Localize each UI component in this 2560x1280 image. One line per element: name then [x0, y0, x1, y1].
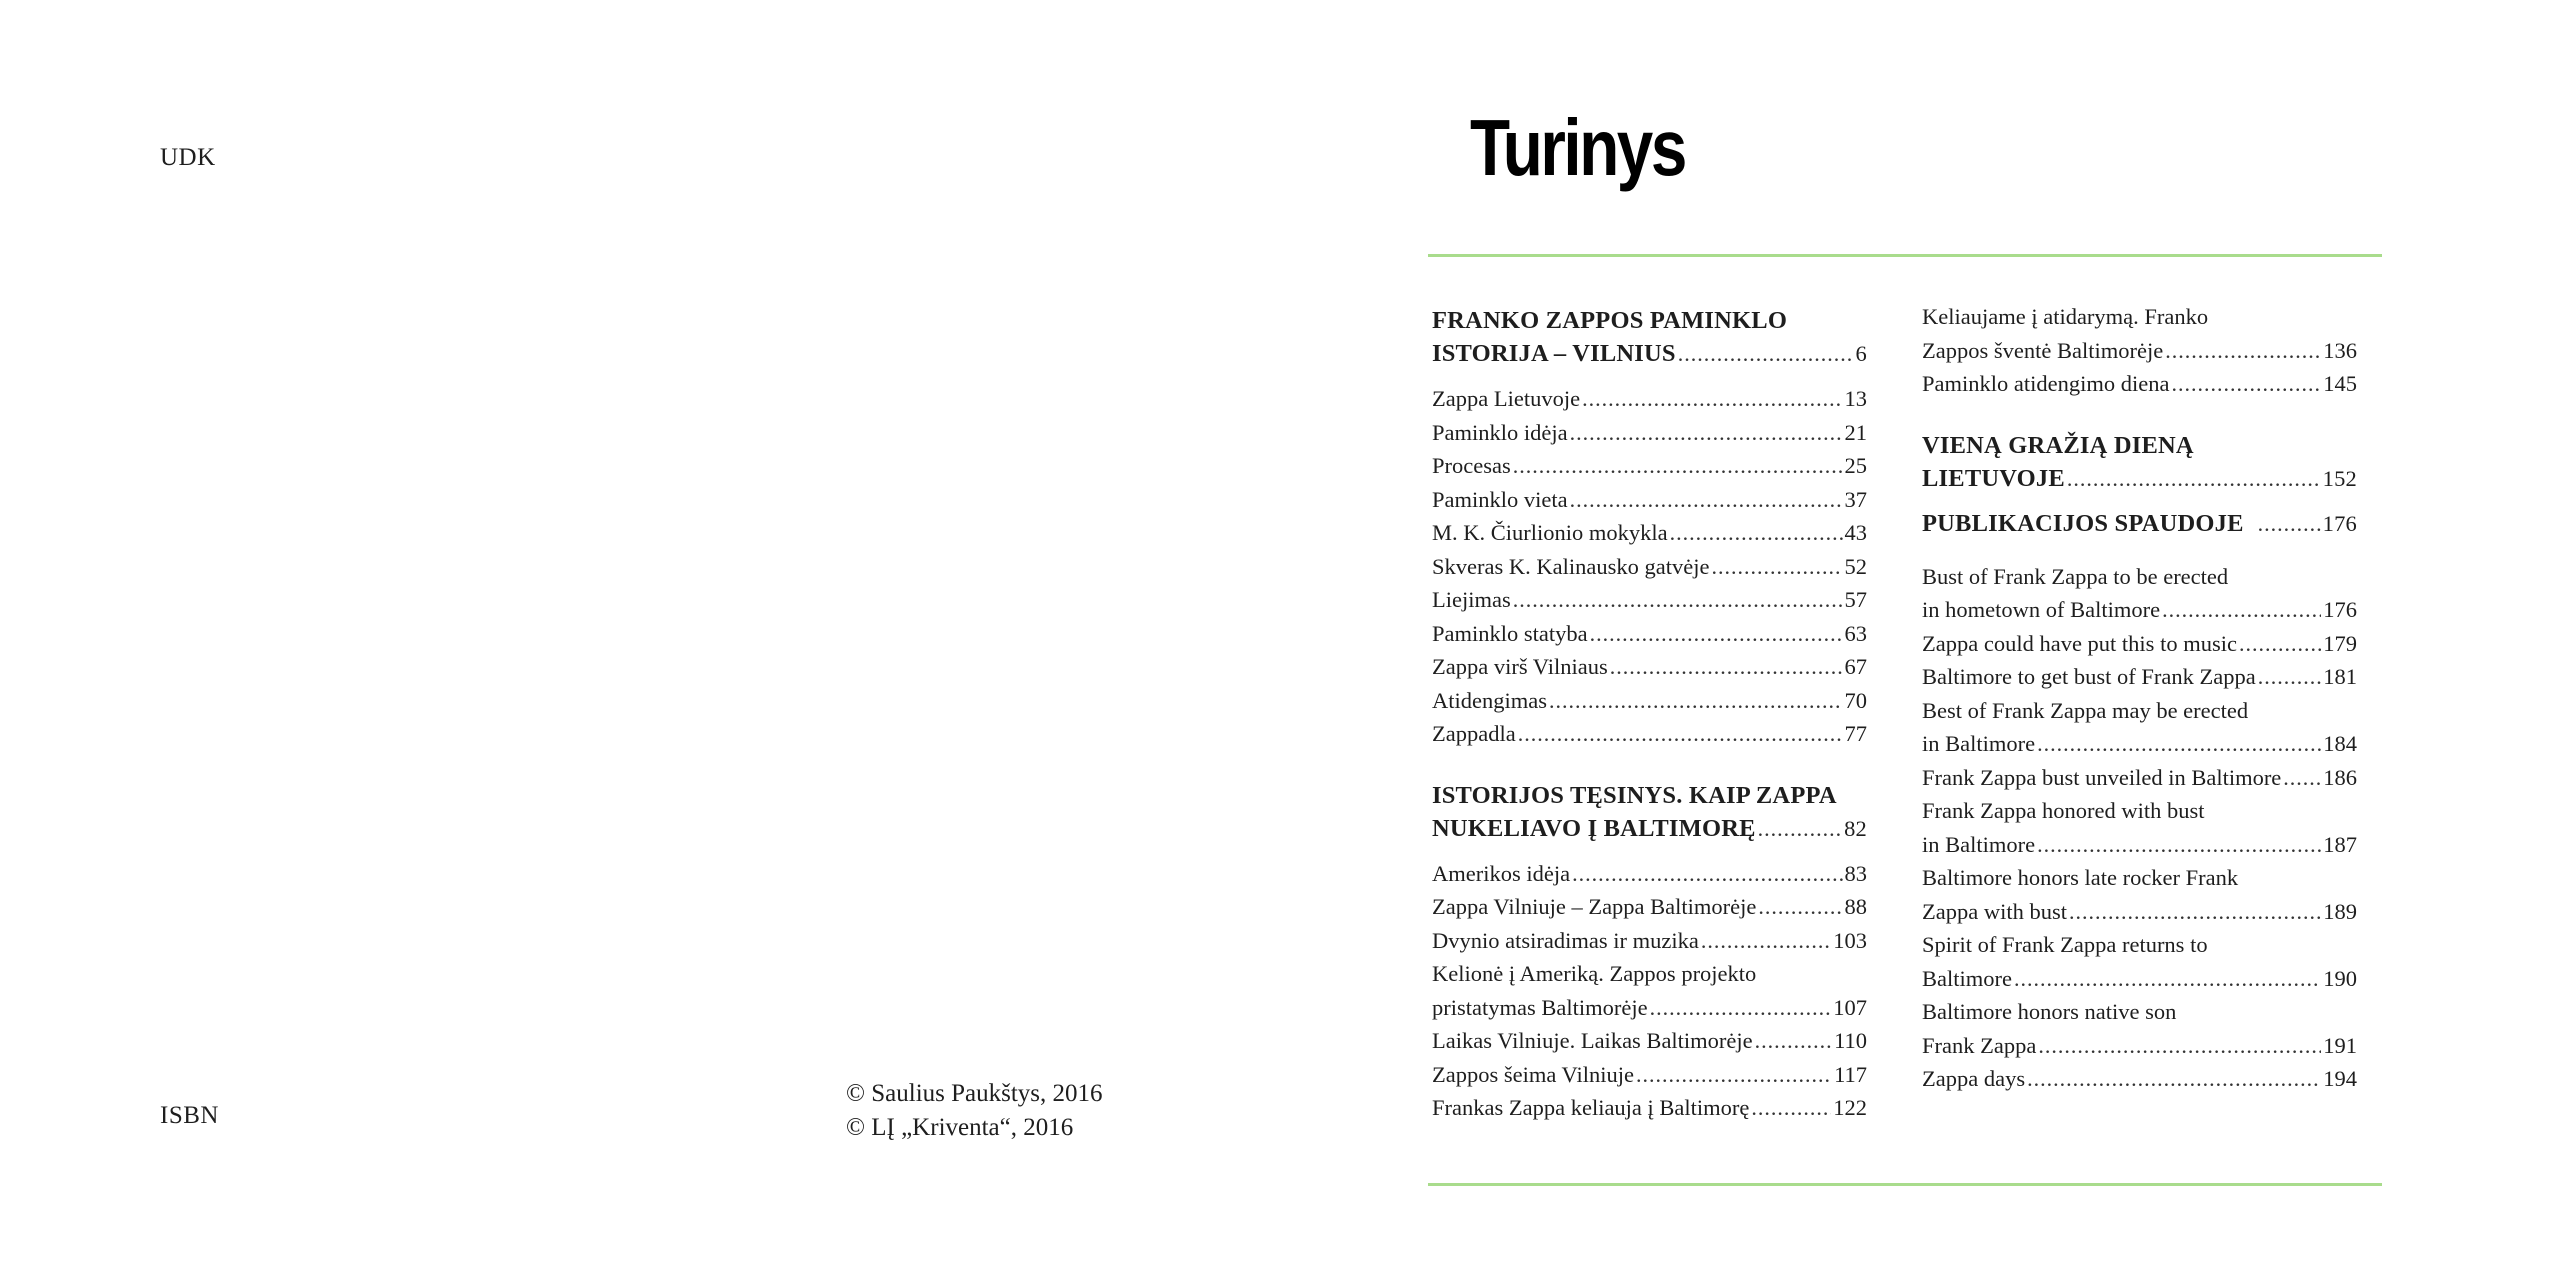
entry-title: Baltimore to get bust of Frank Zappa [1922, 664, 2256, 689]
entry-title: Zappa virš Vilniaus [1432, 654, 1608, 679]
dot-leader [2037, 727, 2321, 761]
section-heading-line: NUKELIAVO Į BALTIMORĘ [1432, 814, 1756, 842]
dot-leader [1758, 812, 1842, 845]
toc-section-heading [1432, 304, 1867, 370]
toc-entry[interactable] [1432, 449, 1867, 483]
toc-entry[interactable] [1432, 650, 1867, 684]
isbn-label: ISBN [160, 1102, 219, 1129]
toc-entry[interactable] [1922, 962, 2357, 996]
toc-entry[interactable] [1922, 507, 2357, 540]
entry-title: in Baltimore [1922, 831, 2036, 857]
page-number: 190 [2323, 965, 2357, 991]
toc-entry[interactable] [1922, 367, 2357, 401]
toc-column-left [1432, 304, 1867, 1125]
page-number: 63 [1844, 620, 1867, 646]
toc-entry[interactable] [1432, 337, 1867, 370]
entry-title: Procesas [1432, 453, 1511, 478]
entry-title: Frank Zappa [1922, 1032, 2037, 1058]
entry-title-line: Frank Zappa honored with bust [1922, 798, 2205, 823]
dot-leader [1758, 890, 1842, 924]
entry-title: Amerikos idėja [1432, 860, 1571, 886]
toc-entry[interactable] [1432, 1058, 1867, 1092]
toc-entry[interactable] [1432, 416, 1867, 450]
udk-label: UDK [160, 144, 216, 171]
toc-entry[interactable] [1922, 1029, 2357, 1063]
toc-entry[interactable] [1432, 617, 1867, 651]
dot-leader [1670, 516, 1843, 550]
dot-leader [1678, 337, 1854, 370]
page-number: 145 [2323, 371, 2357, 396]
dot-leader [2165, 334, 2321, 368]
dot-leader [2171, 367, 2321, 401]
toc-entry[interactable] [1432, 890, 1867, 924]
entry-title-line: Kelionė į Ameriką. Zappos projekto [1432, 961, 1757, 986]
page-number: 67 [1844, 654, 1867, 679]
page-number: 186 [2323, 764, 2357, 790]
toc-entry[interactable] [1432, 857, 1867, 891]
entry-title-line: Baltimore honors late rocker Frank [1922, 865, 2239, 890]
toc-entry[interactable] [1922, 761, 2357, 795]
page-number: 181 [2323, 664, 2357, 689]
page-number: 176 [2322, 510, 2357, 536]
top-divider [1428, 254, 2382, 257]
page-number: 187 [2323, 831, 2357, 857]
copyright-block [846, 1077, 1103, 1145]
toc-entry[interactable] [1432, 717, 1867, 751]
dot-leader [2027, 1062, 2321, 1096]
page-number: 107 [1833, 994, 1867, 1020]
page-number: 82 [1844, 815, 1867, 841]
entry-title: Zappa could have put this to music [1922, 630, 2237, 656]
entry-title: Zappos šeima Vilniuje [1432, 1061, 1634, 1087]
toc-entry[interactable] [1432, 924, 1867, 958]
dot-leader [1518, 717, 1843, 751]
entry-title: Paminklo vieta [1432, 486, 1568, 512]
dot-leader [1701, 924, 1831, 958]
entry-title: Paminklo idėja [1432, 419, 1568, 445]
dot-leader [1610, 650, 1843, 684]
dot-leader [1755, 1024, 1832, 1058]
dot-leader [1751, 1091, 1831, 1125]
dot-leader [2038, 1029, 2321, 1063]
dot-leader [1590, 617, 1843, 651]
dot-leader [1572, 857, 1842, 891]
dot-leader [2067, 462, 2321, 495]
dot-leader [1650, 991, 1832, 1025]
dot-leader [1513, 449, 1843, 483]
entry-title: in Baltimore [1922, 731, 2036, 756]
dot-leader [1549, 684, 1843, 718]
toc-entry[interactable] [1432, 991, 1867, 1025]
page-number: 189 [2323, 898, 2357, 924]
entry-title: Zappos šventė Baltimorėje [1922, 337, 2164, 363]
entry-title: Paminklo statyba [1432, 620, 1588, 646]
toc-entry[interactable] [1922, 1062, 2357, 1096]
toc-entry-list [1922, 560, 2357, 1096]
page-number: 83 [1844, 860, 1867, 886]
toc-entry-list [1432, 857, 1867, 1125]
dot-leader [1570, 483, 1843, 517]
page-number: 52 [1844, 553, 1867, 579]
toc-entry[interactable] [1432, 1024, 1867, 1058]
entry-title-line: Spirit of Frank Zappa returns to [1922, 932, 2208, 957]
page-number: 37 [1844, 486, 1867, 512]
page-number: 136 [2323, 337, 2357, 363]
section-heading-line: PUBLIKACIJOS SPAUDOJE [1922, 509, 2244, 537]
section-heading-line: LIETUVOJE [1922, 464, 2065, 492]
toc-entry[interactable] [1432, 550, 1867, 584]
page-number: 110 [1834, 1028, 1867, 1053]
entry-title-line: Bust of Frank Zappa to be erected [1922, 563, 2229, 589]
section-heading-line: ISTORIJOS TĘSINYS. KAIP ZAPPA [1432, 781, 1837, 809]
entry-title: Zappa Lietuvoje [1432, 386, 1581, 411]
toc-entry[interactable] [1432, 583, 1867, 617]
page-title: Turinys [1470, 103, 1685, 192]
toc-entry-list [1432, 382, 1867, 751]
entry-title: pristatymas Baltimorėje [1432, 994, 1648, 1020]
page-number: 21 [1844, 419, 1867, 445]
toc-section-heading [1922, 507, 2357, 540]
toc-entry[interactable] [1922, 627, 2357, 661]
entry-title: Paminklo atidengimo diena [1922, 371, 2170, 396]
entry-title: M. K. Čiurlionio mokykla [1432, 520, 1668, 545]
dot-leader [2037, 828, 2321, 862]
toc-entry[interactable] [1432, 1091, 1867, 1125]
page-number: 43 [1844, 520, 1867, 545]
toc-entry[interactable] [1432, 684, 1867, 718]
dot-leader [2162, 593, 2321, 627]
entry-title: Atidengimas [1432, 687, 1547, 713]
dot-leader [2069, 895, 2321, 929]
entry-title: Baltimore [1922, 965, 2012, 991]
page-number: 194 [2323, 1066, 2357, 1091]
dot-leader [2258, 660, 2322, 694]
entry-title: Zappa Vilniuje – Zappa Baltimorėje [1432, 894, 1757, 919]
entry-title-line: Best of Frank Zappa may be erected [1922, 697, 2249, 723]
section-heading-line: VIENĄ GRAŽIĄ DIENĄ [1922, 431, 2194, 459]
page-number: 70 [1844, 687, 1867, 713]
entry-title: Frank Zappa bust unveiled in Baltimore [1922, 764, 2282, 790]
dot-leader [1636, 1058, 1832, 1092]
dot-leader [2258, 507, 2321, 540]
page-number: 88 [1844, 894, 1867, 919]
dot-leader [2014, 962, 2321, 996]
page-number: 176 [2323, 597, 2357, 622]
toc-entry-list [1922, 300, 2357, 401]
page-number: 6 [1855, 341, 1867, 366]
toc-entry[interactable] [1432, 382, 1867, 416]
page-number: 117 [1834, 1061, 1867, 1087]
dot-leader [1513, 583, 1843, 617]
dot-leader [2283, 761, 2321, 795]
page-number: 57 [1844, 587, 1867, 612]
section-heading-line: ISTORIJA – VILNIUS [1432, 340, 1676, 367]
toc-entry[interactable] [1922, 895, 2357, 929]
copyright-author: © Saulius Paukštys, 2016 [846, 1080, 1103, 1107]
entry-title: Zappa with bust [1922, 898, 2067, 924]
toc-entry[interactable] [1922, 334, 2357, 368]
entry-title: Skveras K. Kalinausko gatvėje [1432, 553, 1710, 579]
toc-section-heading [1432, 779, 1867, 845]
toc-entry[interactable] [1922, 593, 2357, 627]
dot-leader [1570, 416, 1843, 450]
entry-title: Dvynio atsiradimas ir muzika [1432, 927, 1699, 953]
entry-title-line: Keliaujame į atidarymą. Franko [1922, 304, 2209, 329]
entry-title: Frankas Zappa keliauja į Baltimorę [1432, 1095, 1750, 1120]
page-number: 179 [2323, 630, 2357, 656]
dot-leader [2239, 627, 2321, 661]
page-number: 13 [1844, 386, 1867, 411]
dot-leader [1582, 382, 1842, 416]
entry-title: Liejimas [1432, 587, 1511, 612]
page-number: 184 [2323, 731, 2357, 756]
section-heading-line: FRANKO ZAPPOS PAMINKLO [1432, 307, 1788, 334]
toc-entry[interactable] [1432, 483, 1867, 517]
page-number: 103 [1833, 927, 1867, 953]
toc-section-heading [1922, 429, 2357, 495]
page-number: 152 [2322, 465, 2357, 491]
entry-title-line: Baltimore honors native son [1922, 999, 2177, 1024]
entry-title: Zappadla [1432, 721, 1516, 746]
page-number: 25 [1844, 453, 1867, 478]
toc-entry[interactable] [1922, 462, 2357, 495]
entry-title: in hometown of Baltimore [1922, 597, 2161, 622]
page-number: 77 [1844, 721, 1867, 746]
page-number: 122 [1833, 1095, 1867, 1120]
toc-entry[interactable] [1432, 812, 1867, 845]
entry-title: Zappa days [1922, 1066, 2026, 1091]
bottom-divider [1428, 1183, 2382, 1186]
toc-column-right [1922, 304, 2357, 1096]
toc-entry[interactable] [1922, 727, 2357, 761]
entry-title: Laikas Vilniuje. Laikas Baltimorėje [1432, 1028, 1753, 1053]
copyright-publisher: © LĮ „Kriventa“, 2016 [846, 1114, 1074, 1141]
dot-leader [1711, 550, 1842, 584]
toc-entry[interactable] [1922, 828, 2357, 862]
toc-entry[interactable] [1432, 516, 1867, 550]
page-number: 191 [2323, 1032, 2357, 1058]
toc-entry[interactable] [1922, 660, 2357, 694]
